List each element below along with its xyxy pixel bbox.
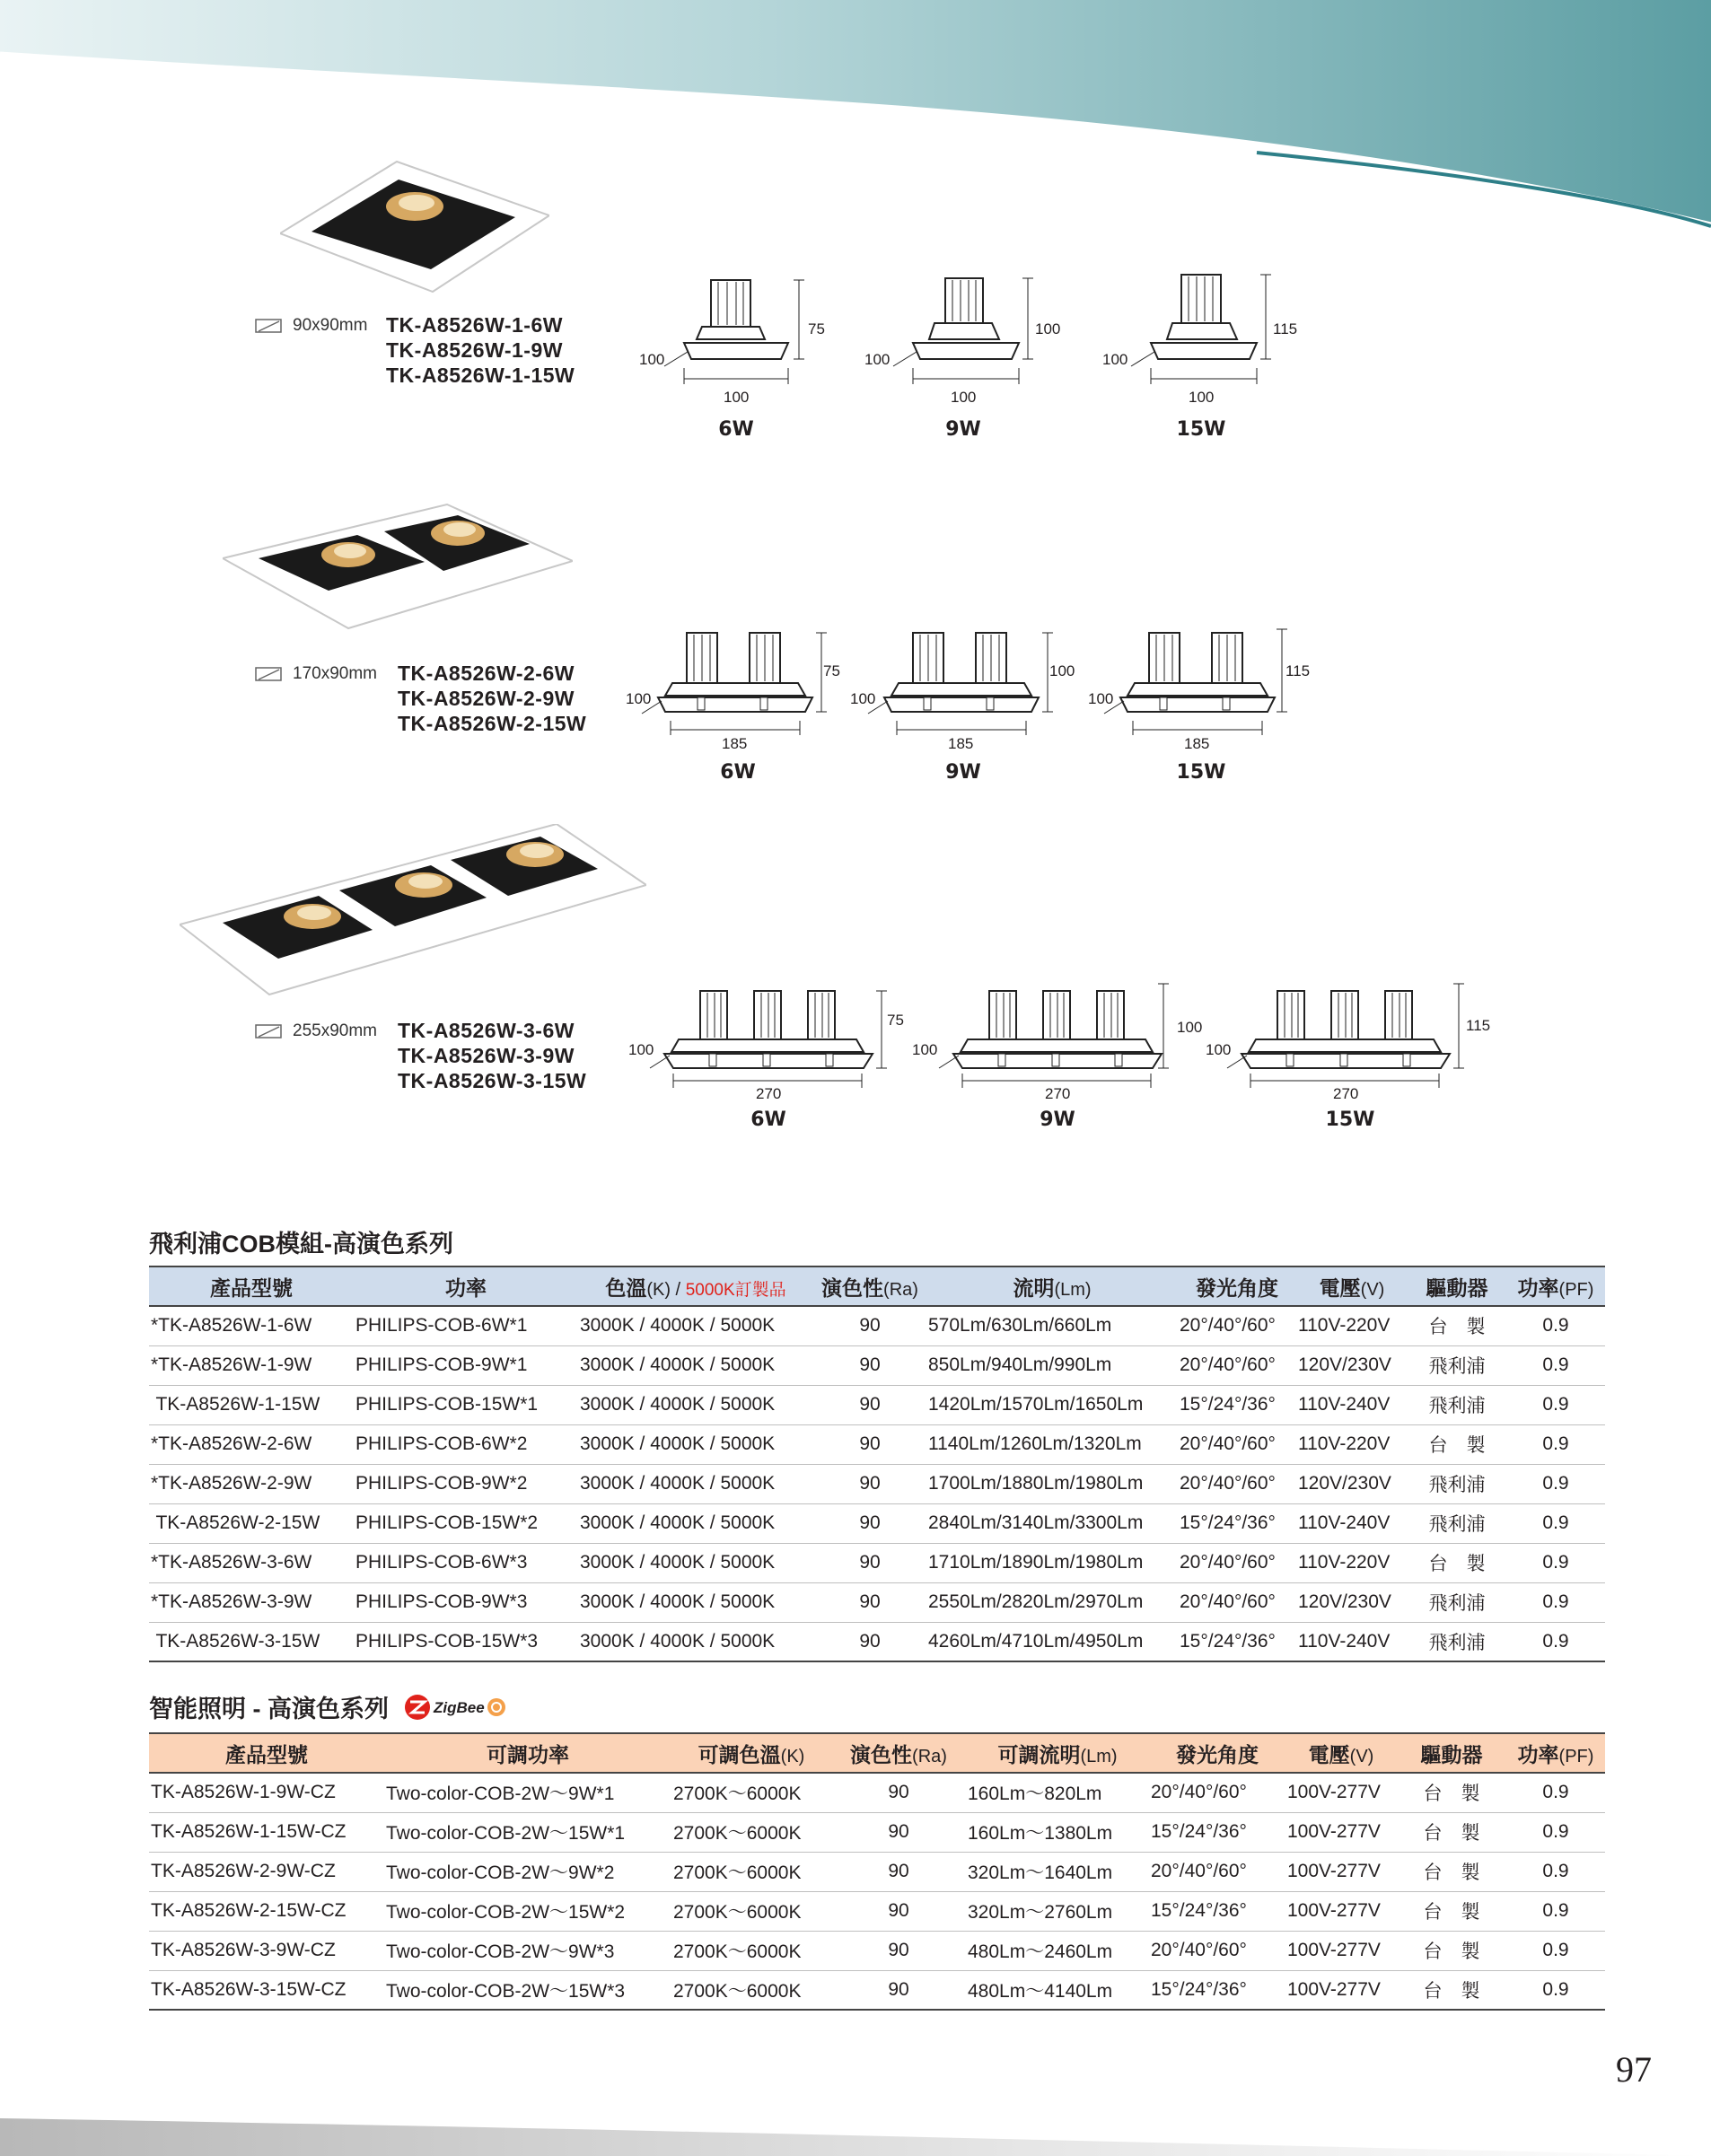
pf-unit: (PF) (1558, 1279, 1594, 1300)
dim-height: 100 (1177, 1019, 1203, 1036)
cell-power: Two-color-COB-2W～9W*2 (384, 1852, 671, 1891)
cell-model: TK-A8526W-1-15W-CZ (149, 1812, 384, 1852)
col-header-model: 產品型號 (225, 1742, 308, 1766)
table-row (149, 1852, 1605, 1891)
model-code: TK-A8526W-3-9W (398, 1044, 575, 1067)
size-text: 90x90mm (293, 316, 368, 335)
cell-driver: 台 製 (1408, 1306, 1506, 1345)
dim-height: 75 (823, 662, 840, 679)
col-header-driver: 驅動器 (1420, 1742, 1483, 1766)
size-label (255, 316, 367, 336)
cell-pf: 0.9 (1506, 1812, 1605, 1852)
cell-voltage: 100V-277V (1285, 1852, 1397, 1891)
dimension-drawing (628, 269, 835, 404)
cell-voltage: 100V-277V (1285, 1891, 1397, 1931)
cell-cct: 3000K / 4000K / 5000K (578, 1582, 813, 1622)
model-code: TK-A8526W-2-6W (398, 662, 575, 685)
cell-cct: 3000K / 4000K / 5000K (578, 1464, 813, 1503)
dim-depth: 100 (626, 690, 652, 707)
footer-bar-decoration (0, 2118, 1711, 2156)
cell-power: Two-color-COB-2W～9W*3 (384, 1931, 671, 1970)
voltage-unit: (V) (1360, 1279, 1385, 1300)
cell-model: *TK-A8526W-2-6W (149, 1424, 354, 1464)
cell-ra: 90 (813, 1543, 926, 1582)
col-header-ra (831, 1733, 966, 1773)
cell-model: TK-A8526W-1-15W (149, 1385, 354, 1424)
table-row (149, 1812, 1605, 1852)
cell-model: *TK-A8526W-1-6W (149, 1306, 354, 1345)
dimension-drawing (619, 980, 907, 1115)
cell-pf: 0.9 (1506, 1306, 1605, 1345)
model-list (398, 1018, 586, 1093)
cell-cct: 3000K / 4000K / 5000K (578, 1622, 813, 1661)
dim-depth: 100 (1102, 351, 1128, 368)
cell-driver: 台 製 (1397, 1773, 1506, 1812)
table-row (149, 1582, 1605, 1622)
cell-lumen: 480Lm～4140Lm (966, 1970, 1149, 2010)
model-code: TK-A8526W-2-9W (398, 687, 575, 710)
dim-width: 270 (756, 1085, 782, 1102)
model-code: TK-A8526W-1-15W (386, 364, 575, 387)
model-list (398, 661, 586, 736)
lumen-unit: (Lm) (1080, 1746, 1118, 1766)
dimension-drawing (1077, 624, 1311, 758)
cell-lumen: 320Lm～2760Lm (966, 1891, 1149, 1931)
cell-driver: 台 製 (1397, 1970, 1506, 2010)
cell-lumen: 1140Lm/1260Lm/1320Lm (926, 1424, 1178, 1464)
pf-label: 功率 (1517, 1742, 1559, 1766)
cell-lumen: 570Lm/630Lm/660Lm (926, 1306, 1178, 1345)
section-title-text: 智能照明 - 高演色系列 (149, 1696, 389, 1722)
col-header-power: 功率 (445, 1275, 487, 1300)
cell-cct: 2700K～6000K (671, 1773, 831, 1812)
cell-cct: 2700K～6000K (671, 1812, 831, 1852)
cell-pf: 0.9 (1506, 1464, 1605, 1503)
table-row (149, 1622, 1605, 1661)
cell-driver: 飛利浦 (1408, 1385, 1506, 1424)
table-row (149, 1503, 1605, 1543)
cct-label: 可調色溫 (698, 1742, 781, 1766)
cell-cct: 2700K～6000K (671, 1852, 831, 1891)
watt-label: 15W (1176, 761, 1226, 784)
cell-lumen: 850Lm/940Lm/990Lm (926, 1345, 1178, 1385)
ra-label: 演色性 (821, 1275, 884, 1300)
voltage-label: 電壓 (1308, 1742, 1350, 1766)
dim-width: 270 (1333, 1085, 1359, 1102)
cell-voltage: 100V-277V (1285, 1773, 1397, 1812)
watt-label: 6W (718, 418, 754, 441)
dim-width: 100 (951, 389, 977, 406)
cell-ra: 90 (813, 1464, 926, 1503)
cell-model: *TK-A8526W-3-9W (149, 1582, 354, 1622)
cell-model: *TK-A8526W-2-9W (149, 1464, 354, 1503)
cell-power: Two-color-COB-2W～15W*1 (384, 1812, 671, 1852)
table-row (149, 1773, 1605, 1812)
cell-power: Two-color-COB-2W～9W*1 (384, 1773, 671, 1812)
model-code: TK-A8526W-1-6W (386, 313, 563, 337)
dim-height: 75 (808, 320, 825, 337)
dim-height: 100 (1049, 662, 1075, 679)
dim-depth: 100 (850, 690, 876, 707)
dim-height: 115 (1273, 320, 1298, 337)
dim-depth: 100 (628, 1041, 654, 1058)
watt-label: 9W (945, 761, 981, 784)
product-photo-triple (180, 824, 646, 1004)
dim-width: 100 (1189, 389, 1215, 406)
pf-unit: (PF) (1558, 1746, 1594, 1766)
size-text: 170x90mm (293, 664, 377, 683)
table-header-row (149, 1733, 1605, 1773)
dim-height: 75 (887, 1012, 904, 1029)
size-label (255, 664, 377, 684)
col-header-model: 產品型號 (210, 1275, 293, 1300)
header-wave-decoration (0, 0, 1711, 233)
lumen-label: 可調流明 (997, 1742, 1081, 1766)
cell-voltage: 110V-220V (1296, 1424, 1408, 1464)
cell-driver: 台 製 (1397, 1852, 1506, 1891)
pf-label: 功率 (1517, 1275, 1559, 1300)
model-code: TK-A8526W-1-9W (386, 338, 563, 362)
dimension-drawing (841, 624, 1075, 758)
cell-cct: 3000K / 4000K / 5000K (578, 1385, 813, 1424)
cell-ra: 90 (831, 1773, 966, 1812)
cell-angle: 15°/24°/36° (1149, 1891, 1285, 1931)
watt-label: 6W (750, 1109, 786, 1131)
svg-text:ZigBee: ZigBee (434, 1698, 485, 1716)
cell-voltage: 100V-277V (1285, 1931, 1397, 1970)
cct-label: 色溫 (605, 1275, 647, 1300)
model-code: TK-A8526W-3-15W (398, 1069, 587, 1092)
dimension-drawing (908, 980, 1203, 1115)
dimension-icon (255, 1022, 284, 1040)
dim-height: 115 (1466, 1017, 1491, 1034)
cell-voltage: 110V-240V (1296, 1503, 1408, 1543)
cell-power: PHILIPS-COB-6W*3 (354, 1543, 578, 1582)
cell-driver: 台 製 (1397, 1931, 1506, 1970)
cell-model: TK-A8526W-2-15W (149, 1503, 354, 1543)
model-code: TK-A8526W-2-15W (398, 712, 587, 735)
col-header-pf (1506, 1733, 1605, 1773)
watt-label: 15W (1325, 1109, 1375, 1131)
cell-driver: 台 製 (1397, 1891, 1506, 1931)
cell-ra: 90 (813, 1582, 926, 1622)
section-title-smart (149, 1689, 509, 1724)
col-header-ra (813, 1266, 926, 1306)
cell-cct: 3000K / 4000K / 5000K (578, 1424, 813, 1464)
cell-angle: 15°/24°/36° (1178, 1385, 1296, 1424)
cct-unit: (K) (780, 1746, 805, 1766)
cell-model: *TK-A8526W-3-6W (149, 1543, 354, 1582)
cell-ra: 90 (813, 1622, 926, 1661)
cell-voltage: 120V/230V (1296, 1582, 1408, 1622)
cell-model: *TK-A8526W-1-9W (149, 1345, 354, 1385)
cell-power: PHILIPS-COB-15W*2 (354, 1503, 578, 1543)
voltage-label: 電壓 (1319, 1275, 1361, 1300)
cell-ra: 90 (831, 1931, 966, 1970)
col-header-voltage (1285, 1733, 1397, 1773)
dim-depth: 100 (1206, 1041, 1232, 1058)
cell-lumen: 1700Lm/1880Lm/1980Lm (926, 1464, 1178, 1503)
cell-pf: 0.9 (1506, 1970, 1605, 2010)
dimension-drawing (1197, 980, 1491, 1115)
cell-cct: 3000K / 4000K / 5000K (578, 1306, 813, 1345)
col-header-angle: 發光角度 (1196, 1275, 1278, 1300)
lumen-unit: (Lm) (1054, 1279, 1092, 1300)
cell-angle: 20°/40°/60° (1178, 1464, 1296, 1503)
table-row (149, 1543, 1605, 1582)
cell-pf: 0.9 (1506, 1385, 1605, 1424)
cell-pf: 0.9 (1506, 1891, 1605, 1931)
cell-voltage: 120V/230V (1296, 1345, 1408, 1385)
cell-lumen: 1420Lm/1570Lm/1650Lm (926, 1385, 1178, 1424)
table-row (149, 1424, 1605, 1464)
cell-pf: 0.9 (1506, 1503, 1605, 1543)
cell-voltage: 110V-240V (1296, 1385, 1408, 1424)
cell-pf: 0.9 (1506, 1543, 1605, 1582)
cell-power: PHILIPS-COB-6W*1 (354, 1306, 578, 1345)
cell-power: PHILIPS-COB-15W*3 (354, 1622, 578, 1661)
dimension-icon (255, 317, 284, 335)
section-title-philips (149, 1224, 453, 1259)
col-header-lumen (966, 1733, 1149, 1773)
table-row (149, 1464, 1605, 1503)
col-header-cct (671, 1733, 831, 1773)
cct-note: 5000K訂製品 (685, 1280, 786, 1300)
cell-angle: 20°/40°/60° (1178, 1543, 1296, 1582)
cell-lumen: 160Lm～1380Lm (966, 1812, 1149, 1852)
cell-power: PHILIPS-COB-9W*3 (354, 1582, 578, 1622)
dimension-drawing (1095, 269, 1302, 404)
zigbee-badge (403, 1693, 509, 1722)
cell-voltage: 100V-277V (1285, 1812, 1397, 1852)
col-header-angle: 發光角度 (1176, 1742, 1259, 1766)
col-header-cct (578, 1266, 813, 1306)
dim-width: 185 (948, 735, 974, 752)
cell-pf: 0.9 (1506, 1622, 1605, 1661)
table-row (149, 1306, 1605, 1345)
cell-lumen: 4260Lm/4710Lm/4950Lm (926, 1622, 1178, 1661)
cell-lumen: 480Lm～2460Lm (966, 1931, 1149, 1970)
watt-label: 9W (945, 418, 981, 441)
cell-model: TK-A8526W-2-9W-CZ (149, 1852, 384, 1891)
table-row (149, 1345, 1605, 1385)
cell-driver: 台 製 (1408, 1543, 1506, 1582)
cell-angle: 20°/40°/60° (1178, 1306, 1296, 1345)
cell-cct: 3000K / 4000K / 5000K (578, 1345, 813, 1385)
cell-power: PHILIPS-COB-9W*2 (354, 1464, 578, 1503)
cell-voltage: 110V-240V (1296, 1622, 1408, 1661)
cell-power: PHILIPS-COB-9W*1 (354, 1345, 578, 1385)
cell-voltage: 120V/230V (1296, 1464, 1408, 1503)
cell-model: TK-A8526W-1-9W-CZ (149, 1773, 384, 1812)
ra-unit: (Ra) (883, 1279, 918, 1300)
zigbee-logo-icon (403, 1693, 509, 1722)
cell-power: Two-color-COB-2W～15W*2 (384, 1891, 671, 1931)
cell-voltage: 110V-220V (1296, 1306, 1408, 1345)
cell-driver: 飛利浦 (1408, 1582, 1506, 1622)
dim-width: 270 (1045, 1085, 1071, 1102)
cell-voltage: 100V-277V (1285, 1970, 1397, 2010)
cell-angle: 20°/40°/60° (1178, 1345, 1296, 1385)
cell-lumen: 1710Lm/1890Lm/1980Lm (926, 1543, 1178, 1582)
spec-table-smart (149, 1732, 1605, 2011)
cell-pf: 0.9 (1506, 1345, 1605, 1385)
size-label (255, 1021, 377, 1041)
dim-depth: 100 (1088, 690, 1114, 707)
cell-model: TK-A8526W-2-15W-CZ (149, 1891, 384, 1931)
cell-angle: 15°/24°/36° (1178, 1503, 1296, 1543)
cell-pf: 0.9 (1506, 1424, 1605, 1464)
cell-model: TK-A8526W-3-15W-CZ (149, 1970, 384, 2010)
cell-angle: 20°/40°/60° (1178, 1582, 1296, 1622)
cell-power: Two-color-COB-2W～15W*3 (384, 1970, 671, 2010)
cell-angle: 20°/40°/60° (1149, 1852, 1285, 1891)
size-text: 255x90mm (293, 1021, 377, 1040)
model-list (386, 312, 575, 388)
cell-angle: 20°/40°/60° (1149, 1773, 1285, 1812)
cell-angle: 15°/24°/36° (1149, 1970, 1285, 2010)
product-photo-double (223, 503, 573, 646)
cell-driver: 飛利浦 (1408, 1622, 1506, 1661)
dim-height: 100 (1035, 320, 1061, 337)
cell-pf: 0.9 (1506, 1773, 1605, 1812)
cell-ra: 90 (831, 1970, 966, 2010)
dim-depth: 100 (639, 351, 665, 368)
cell-model: TK-A8526W-3-15W (149, 1622, 354, 1661)
table-row (149, 1970, 1605, 2010)
cell-pf: 0.9 (1506, 1931, 1605, 1970)
cell-ra: 90 (831, 1852, 966, 1891)
dim-depth: 100 (912, 1041, 938, 1058)
dimension-drawing (615, 624, 840, 758)
cell-lumen: 320Lm～1640Lm (966, 1852, 1149, 1891)
cell-pf: 0.9 (1506, 1582, 1605, 1622)
cell-cct: 3000K / 4000K / 5000K (578, 1543, 813, 1582)
cell-ra: 90 (831, 1891, 966, 1931)
cell-pf: 0.9 (1506, 1852, 1605, 1891)
cell-lumen: 2840Lm/3140Lm/3300Lm (926, 1503, 1178, 1543)
section-title-text: 飛利浦COB模組-高演色系列 (149, 1231, 453, 1258)
cell-angle: 15°/24°/36° (1178, 1622, 1296, 1661)
cell-lumen: 2550Lm/2820Lm/2970Lm (926, 1582, 1178, 1622)
cell-driver: 飛利浦 (1408, 1503, 1506, 1543)
voltage-unit: (V) (1349, 1746, 1374, 1766)
ra-unit: (Ra) (912, 1746, 947, 1766)
col-header-pf (1506, 1266, 1605, 1306)
cell-driver: 台 製 (1408, 1424, 1506, 1464)
cell-ra: 90 (831, 1812, 966, 1852)
cell-driver: 飛利浦 (1408, 1345, 1506, 1385)
col-header-power: 可調功率 (487, 1742, 569, 1766)
model-code: TK-A8526W-3-6W (398, 1019, 575, 1042)
dim-width: 100 (724, 389, 750, 406)
product-photo-single (280, 153, 549, 296)
cell-cct: 2700K～6000K (671, 1931, 831, 1970)
col-header-lumen (926, 1266, 1178, 1306)
table-row (149, 1385, 1605, 1424)
watt-label: 6W (720, 761, 756, 784)
cell-ra: 90 (813, 1345, 926, 1385)
cell-ra: 90 (813, 1424, 926, 1464)
page-number: 97 (1616, 2049, 1652, 2090)
cell-power: PHILIPS-COB-15W*1 (354, 1385, 578, 1424)
cct-unit: (K) / (646, 1279, 686, 1300)
cell-ra: 90 (813, 1306, 926, 1345)
dim-width: 185 (722, 735, 748, 752)
spec-table-philips (149, 1266, 1605, 1662)
dimension-drawing (857, 269, 1064, 404)
cell-ra: 90 (813, 1503, 926, 1543)
table-header-row (149, 1266, 1605, 1306)
table-row (149, 1891, 1605, 1931)
cell-angle: 20°/40°/60° (1178, 1424, 1296, 1464)
cell-lumen: 160Lm～820Lm (966, 1773, 1149, 1812)
dim-depth: 100 (864, 351, 891, 368)
cell-angle: 15°/24°/36° (1149, 1812, 1285, 1852)
col-header-voltage (1296, 1266, 1408, 1306)
cell-driver: 台 製 (1397, 1812, 1506, 1852)
dim-width: 185 (1184, 735, 1210, 752)
lumen-label: 流明 (1013, 1275, 1055, 1300)
cell-voltage: 110V-220V (1296, 1543, 1408, 1582)
ra-label: 演色性 (850, 1742, 913, 1766)
cell-driver: 飛利浦 (1408, 1464, 1506, 1503)
cell-power: PHILIPS-COB-6W*2 (354, 1424, 578, 1464)
cell-cct: 2700K～6000K (671, 1891, 831, 1931)
cell-cct: 2700K～6000K (671, 1970, 831, 2010)
cell-model: TK-A8526W-3-9W-CZ (149, 1931, 384, 1970)
cell-angle: 20°/40°/60° (1149, 1931, 1285, 1970)
dimension-icon (255, 665, 284, 683)
watt-label: 9W (1040, 1109, 1075, 1131)
dim-height: 115 (1285, 662, 1311, 679)
watt-label: 15W (1176, 418, 1226, 441)
cell-cct: 3000K / 4000K / 5000K (578, 1503, 813, 1543)
cell-ra: 90 (813, 1385, 926, 1424)
table-row (149, 1931, 1605, 1970)
col-header-driver: 驅動器 (1426, 1275, 1488, 1300)
